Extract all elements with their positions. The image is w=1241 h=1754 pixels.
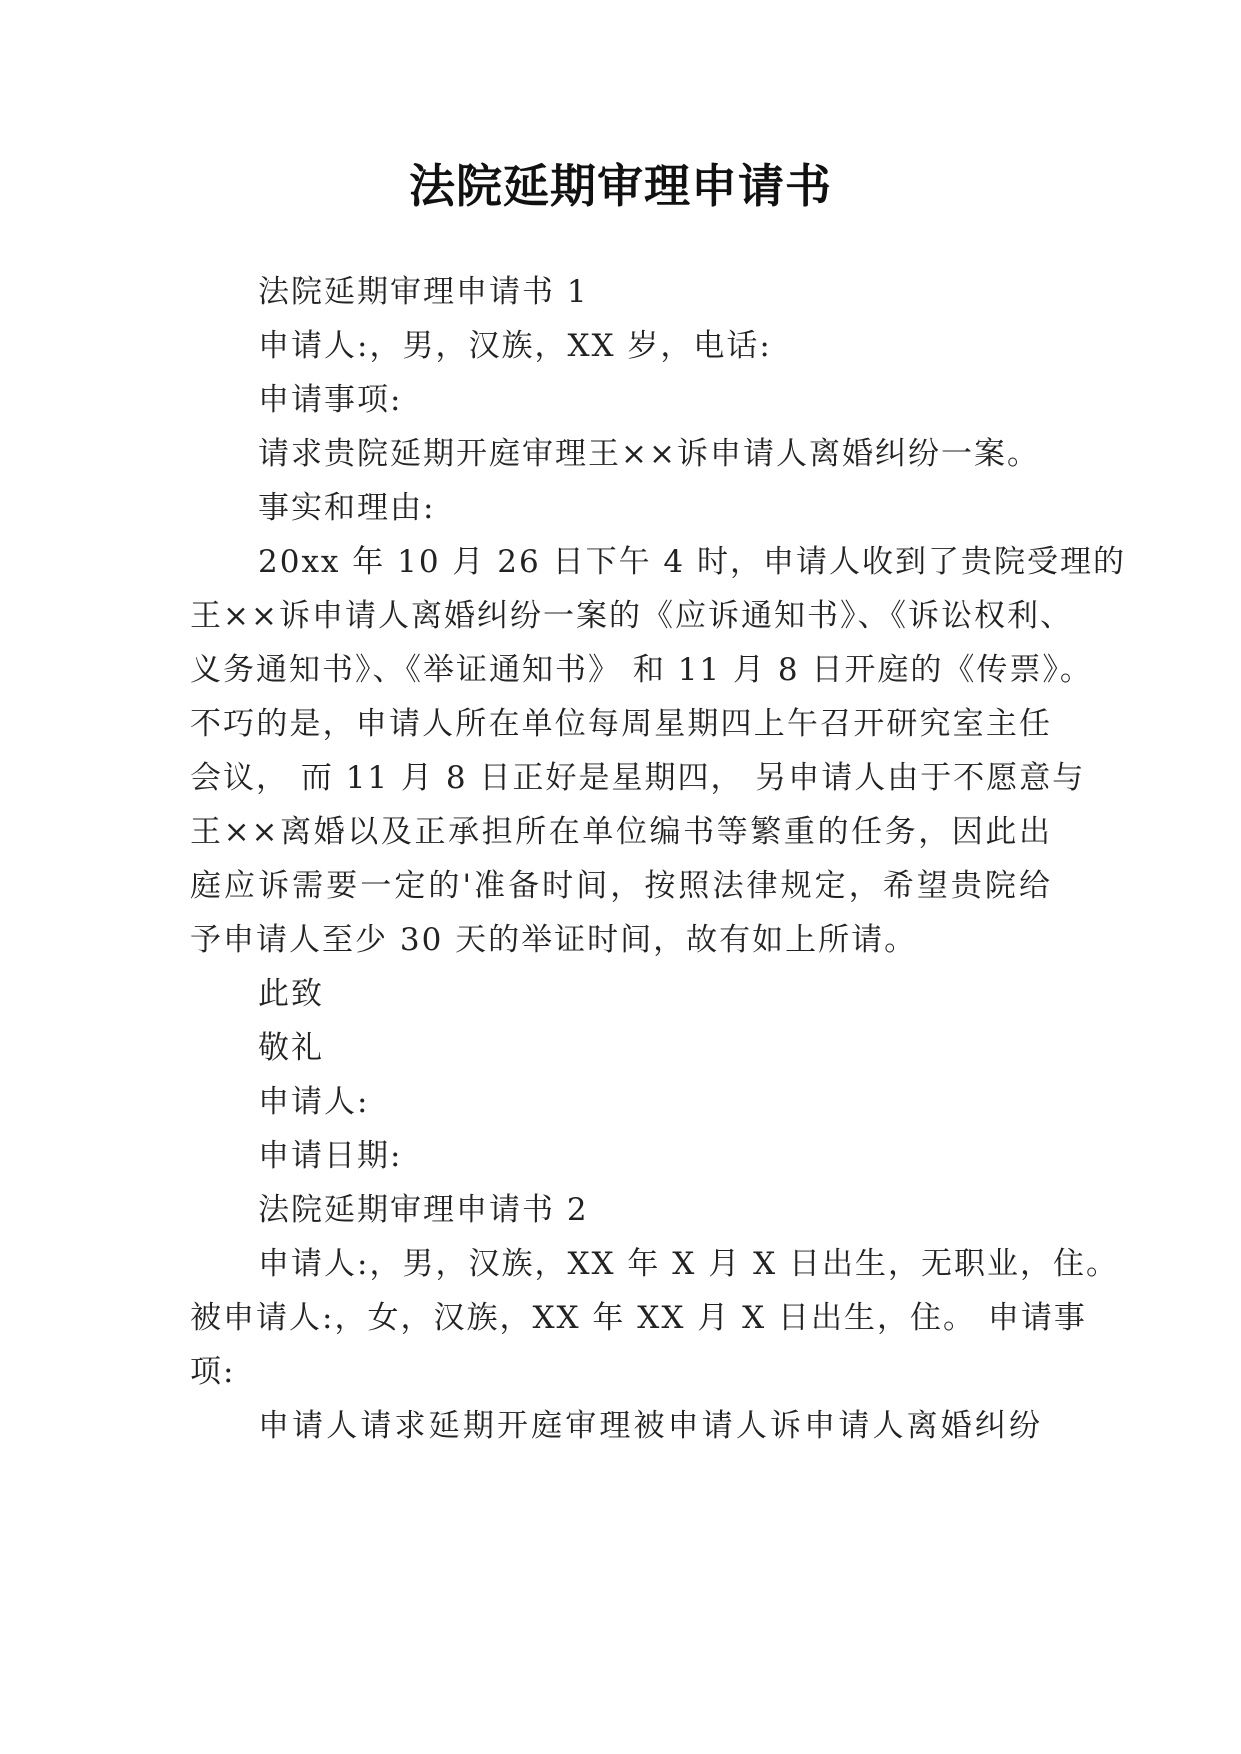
facts-paragraph-line: 会议， 而 11 月 8 日正好是星期四， 另申请人由于不愿意与 xyxy=(190,760,1086,796)
facts-paragraph-line: 义务通知书》、《举证通知书》 和 11 月 8 日开庭的《传票》。 xyxy=(190,652,1093,688)
request-heading: 申请事项: xyxy=(258,382,403,418)
request-text-2: 申请人请求延期开庭审理被申请人诉申请人离婚纠纷 xyxy=(258,1408,1042,1444)
facts-paragraph-line: 庭应诉需要一定的'准备时间，按照法律规定，希望贵院给 xyxy=(190,868,1052,904)
applicant-info: 申请人:，男，汉族，XX 岁，电话: xyxy=(258,328,772,364)
applicant-info-2: 申请人:，男，汉族，XX 年 X 月 X 日出生，无职业，住。 xyxy=(258,1246,1119,1282)
facts-paragraph-line: 不巧的是，申请人所在单位每周星期四上午召开研究室主任 xyxy=(190,706,1052,742)
facts-paragraph-line: 20xx 年 10 月 26 日下午 4 时，申请人收到了贵院受理的 xyxy=(258,544,1127,580)
signature-date: 申请日期: xyxy=(258,1138,403,1174)
section-heading-1: 法院延期审理申请书 1 xyxy=(258,274,589,310)
closing-salutation: 此致 xyxy=(258,976,324,1012)
document-title: 法院延期审理申请书 xyxy=(409,159,832,213)
facts-paragraph-line: 王××诉申请人离婚纠纷一案的《应诉通知书》、《诉讼权利、 xyxy=(190,598,1073,634)
facts-paragraph-line: 王××离婚以及正承担所在单位编书等繁重的任务，因此出 xyxy=(190,814,1052,850)
respondent-info: 被申请人:，女，汉族，XX 年 XX 月 X 日出生，住。 申请事 xyxy=(190,1300,1087,1336)
facts-paragraph-line: 予申请人至少 30 天的举证时间，故有如上所请。 xyxy=(190,922,918,958)
request-text: 请求贵院延期开庭审理王××诉申请人离婚纠纷一案。 xyxy=(258,436,1040,472)
facts-heading: 事实和理由: xyxy=(258,490,436,526)
signature-applicant: 申请人: xyxy=(258,1084,370,1120)
respondent-info-cont: 项: xyxy=(190,1354,236,1390)
closing-regards: 敬礼 xyxy=(258,1030,324,1066)
section-heading-2: 法院延期审理申请书 2 xyxy=(258,1192,589,1228)
